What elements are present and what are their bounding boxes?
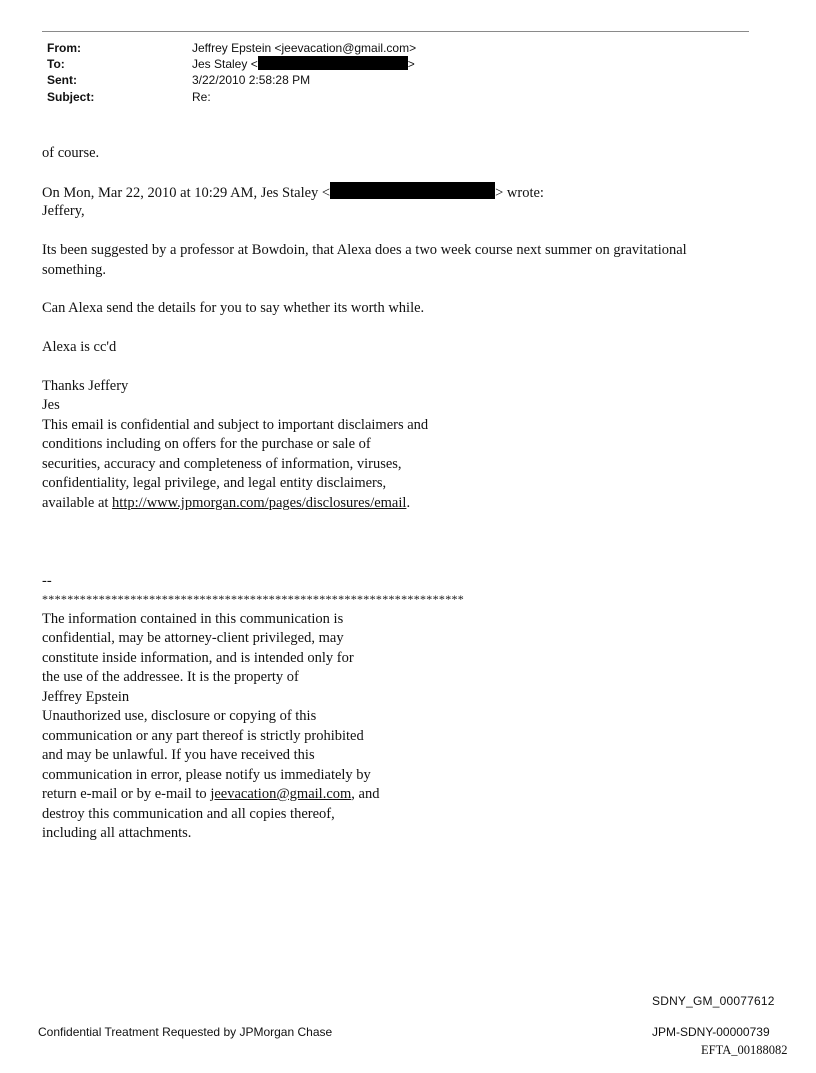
paragraph-line: Its been suggested by a professor at Bowdoin, that Alexa does a two week course next summer on gravitational [42,242,687,258]
to-prefix: Jes Staley < [192,57,258,71]
signature-line: and may be unlawful. If you have received this [42,747,315,763]
bates-jpm: JPM-SDNY-00000739 [652,1025,770,1039]
redaction-box [258,56,408,70]
sent-label: Sent: [47,73,77,87]
bates-sdny: SDNY_GM_00077612 [652,994,775,1008]
disclaimer-line: confidentiality, legal privilege, and legal entity disclaimers, [42,475,387,491]
confidential-footer: Confidential Treatment Requested by JPMorgan Chase [38,1025,333,1039]
signature-line: confidential, may be attorney-client privileged, may [42,630,344,646]
disclaimer-line: This email is confidential and subject to important disclaimers and [42,417,429,433]
disclaimer-prefix: available at [42,495,113,511]
signature-line: destroy this communication and all copies thereof, [42,806,335,822]
from-value: Jeffrey Epstein <jeevacation@gmail.com> [192,41,417,55]
signature-line: communication or any part thereof is strictly prohibited [42,728,364,744]
thanks-line: Thanks Jeffery [42,378,129,394]
redaction-box [330,182,495,199]
quote-suffix: > wrote: [495,185,544,201]
header-divider [42,31,749,32]
disclosures-link[interactable]: http://www.jpmorgan.com/pages/disclosures/email [112,495,407,511]
reply-text: of course. [42,145,100,161]
paragraph-line: something. [42,262,107,278]
disclaimer-suffix: . [406,495,411,511]
disclaimer-line: conditions including on offers for the purchase or sale of [42,436,371,452]
quote-attribution [42,182,544,204]
signature-line: The information contained in this communication is [42,611,344,627]
signature-line: Jeffrey Epstein [42,689,130,705]
from-label: From: [47,41,81,55]
to-value [192,56,415,72]
to-suffix: > [407,57,415,71]
signature-line [42,785,379,805]
signature-line: the use of the addressee. It is the property of [42,669,299,685]
greeting: Jeffery, [42,203,85,219]
signature-line: communication in error, please notify us immediately by [42,767,371,783]
signoff: Jes [42,397,60,413]
disclaimer-line: securities, accuracy and completeness of information, viruses, [42,456,402,472]
paragraph: Alexa is cc'd [42,339,117,355]
signature-line: including all attachments. [42,825,192,841]
disclaimer-line [42,494,410,514]
sent-value: 3/22/2010 2:58:28 PM [192,73,311,87]
bates-efta: EFTA_00188082 [701,1043,788,1057]
email-link[interactable]: jeevacation@gmail.com [210,786,352,802]
paragraph: Can Alexa send the details for you to say whether its worth while. [42,300,425,316]
quote-prefix: On Mon, Mar 22, 2010 at 10:29 AM, Jes Staley < [42,185,331,201]
signature-line: Unauthorized use, disclosure or copying of this [42,708,317,724]
signature-stars: ******************************************************************* [42,592,465,606]
email-line-suffix: , and [351,786,380,802]
signature-dashes: -- [42,573,52,589]
email-line-prefix: return e-mail or by e-mail to [42,786,211,802]
to-label: To: [47,57,65,71]
signature-line: constitute inside information, and is intended only for [42,650,354,666]
subject-value: Re: [192,90,211,104]
subject-label: Subject: [47,90,95,104]
